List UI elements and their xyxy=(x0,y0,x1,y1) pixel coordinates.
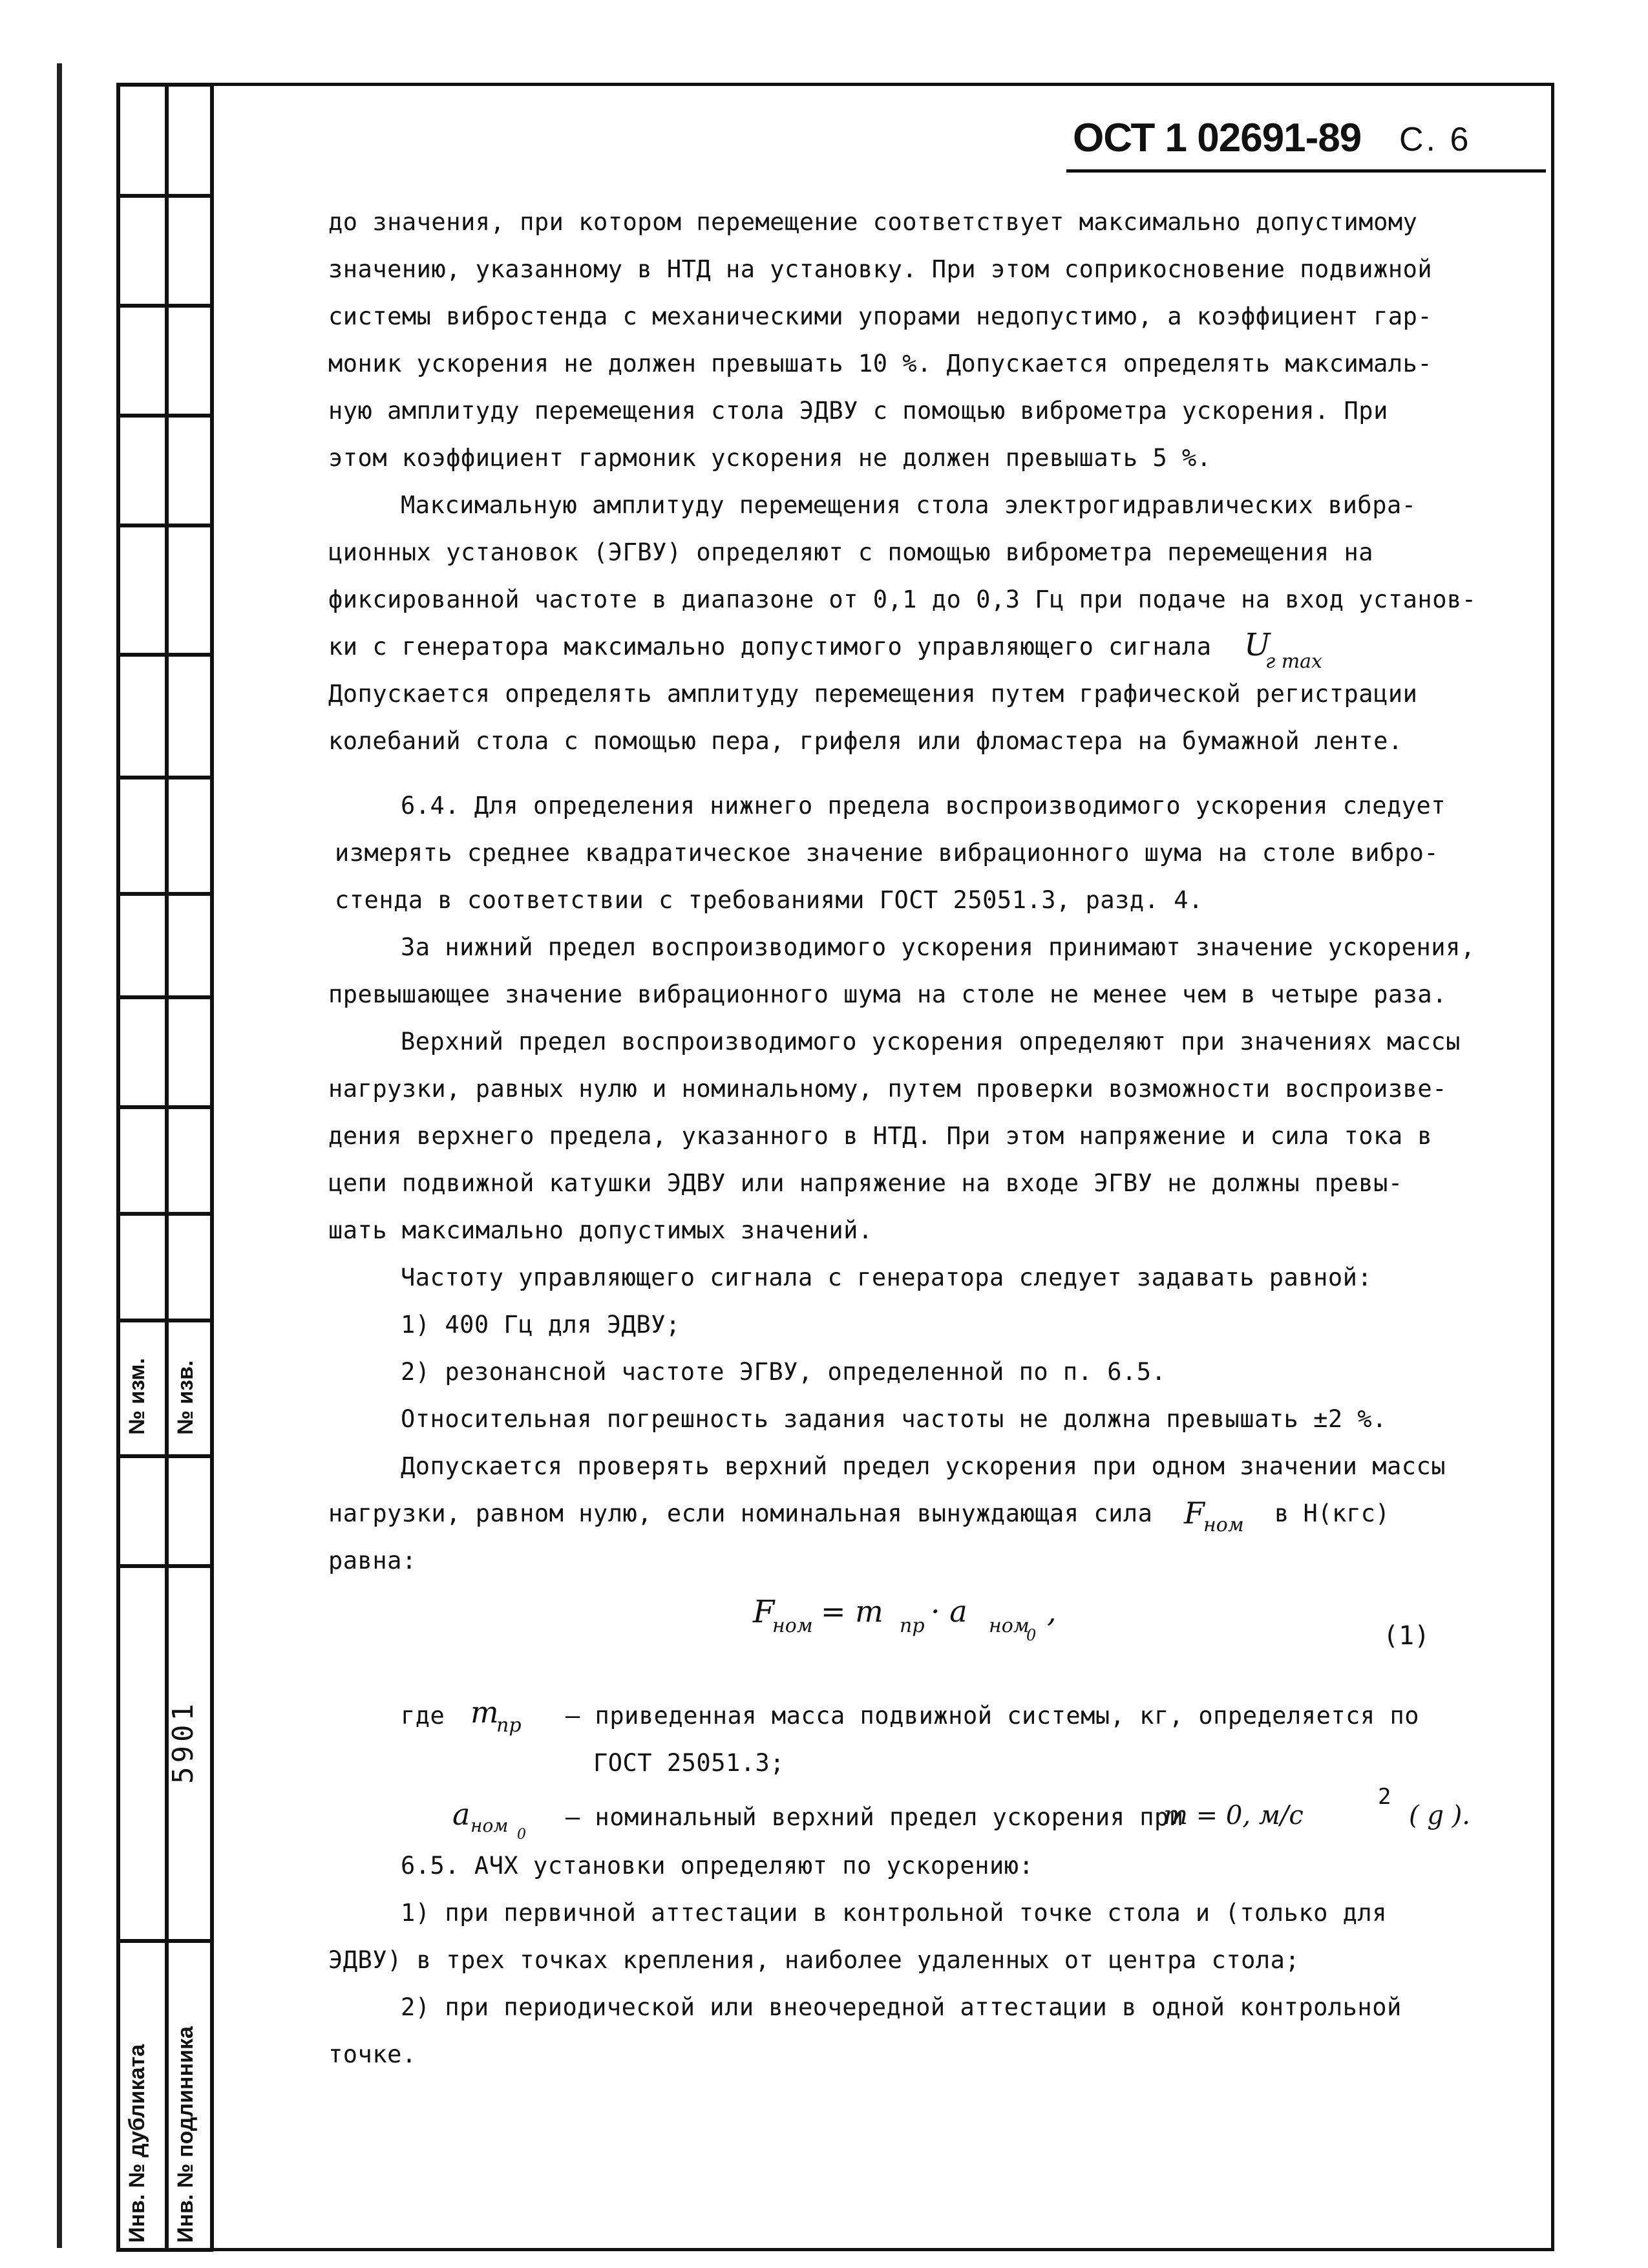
accel-symbol-subscript-zero: 0 xyxy=(517,1827,526,1843)
text-line: этом коэффициент гармоник ускорения не должен превышать 5 %. xyxy=(328,444,1212,472)
formula-m-subscript: пр xyxy=(900,1615,925,1637)
g-unit: ( g ). xyxy=(1409,1801,1470,1830)
mass-symbol-subscript: пр xyxy=(496,1714,522,1737)
text-line: равна: xyxy=(328,1547,417,1574)
stamp-row xyxy=(116,995,213,999)
mass-symbol-m: m xyxy=(470,1695,499,1730)
page-edge-line xyxy=(57,63,62,2248)
text-line: колебаний стола с помощью пера, грифеля или фломастера на бумажной ленте. xyxy=(328,727,1403,755)
stamp-row xyxy=(116,1105,213,1109)
text-line: ГОСТ 25051.3; xyxy=(593,1749,785,1777)
text-line: значению, указанному в НТД на установку. При этом соприкосновение подвижной xyxy=(328,255,1433,283)
stamp-col-line-1 xyxy=(116,83,120,2251)
stamp-top-line xyxy=(116,83,213,87)
notice-number-label: № изв. xyxy=(173,1360,198,1435)
stamp-col-line-3 xyxy=(210,83,214,2251)
stamp-row xyxy=(116,304,213,308)
stamp-row xyxy=(116,653,213,657)
stamp-row xyxy=(116,1319,213,1322)
stamp-col-line-2 xyxy=(165,83,169,2251)
stamp-row xyxy=(116,776,213,779)
duplicate-inventory-label: Инв. № дубликата xyxy=(125,2044,149,2243)
m-equals-zero: m = 0, м/с xyxy=(1163,1801,1304,1830)
text-line: Максимальную амплитуду перемещения стола электрогидравлических вибра- xyxy=(401,491,1417,519)
text-line: Допускается определять амплитуду перемещения путем графической регистрации xyxy=(328,680,1418,708)
text-line: превышающее значение вибрационного шума на столе не менее чем в четыре раза. xyxy=(328,980,1447,1008)
text-line: моник ускорения не должен превышать 10 %. Допускается определять максималь- xyxy=(328,350,1433,377)
text-line: цепи подвижной катушки ЭДВУ или напряжение на входе ЭГВУ не должны превы- xyxy=(328,1169,1403,1197)
formula-equals-m: = m xyxy=(821,1594,883,1629)
text-line: 6.4. Для определения нижнего предела воспроизводимого ускорения следует xyxy=(401,792,1446,820)
text-line: Относительная погрешность задания частоты не должна превышать ±2 %. xyxy=(401,1405,1387,1433)
signal-symbol-u-subscript: г max xyxy=(1265,650,1322,673)
stamp-row xyxy=(116,2248,213,2252)
stamp-row xyxy=(116,524,213,527)
stamp-row xyxy=(116,892,213,896)
text-line: 2) при периодической или внеочередной аттестации в одной контрольной xyxy=(401,1993,1402,2021)
stamp-row xyxy=(116,1564,213,1568)
text-line: Частоту управляющего сигнала с генератора следует задавать равной: xyxy=(401,1264,1373,1291)
unit-superscript: 2 xyxy=(1378,1784,1391,1810)
formula-a-subscript-zero: 0 xyxy=(1026,1626,1037,1644)
text-line: фиксированной частоте в диапазоне от 0,1 до 0,3 Гц при подаче на вход установ- xyxy=(328,586,1477,613)
stamp-row xyxy=(116,194,213,198)
formula-dot-a: · a xyxy=(931,1594,967,1629)
text-line: ки с генератора максимально допустимого управляющего сигнала xyxy=(328,633,1212,661)
force-symbol-subscript: ном xyxy=(1203,1514,1244,1536)
text-line: 1) 400 Гц для ЭДВУ; xyxy=(401,1311,681,1339)
text-line: 1) при первичной аттестации в контрольной точке стола и (только для xyxy=(401,1899,1387,1927)
text-line: до значения, при котором перемещение соответствует максимально допустимому xyxy=(328,208,1418,236)
text-line: – приведенная масса подвижной системы, кг, определяется по xyxy=(565,1702,1420,1730)
formula-f: F xyxy=(753,1594,775,1630)
signal-symbol-u: U xyxy=(1244,627,1271,663)
text-line: Верхний предел воспроизводимого ускорения определяют при значениях массы xyxy=(401,1028,1461,1055)
force-units: в Н(кгс) xyxy=(1274,1500,1390,1527)
text-line: дения верхнего предела, указанного в НТД. При этом напряжение и сила тока в xyxy=(328,1122,1433,1150)
change-number-label: № изм. xyxy=(125,1358,149,1435)
formula-f-subscript: ном xyxy=(772,1615,813,1637)
text-line: ную амплитуду перемещения стола ЭДВУ с помощью виброметра ускорения. При xyxy=(328,397,1388,425)
document-id: ОСТ 1 02691-89 xyxy=(1073,116,1362,160)
text-line: ционных установок (ЭГВУ) определяют с помощью виброметра перемещения на xyxy=(328,538,1374,566)
text-line: измерять среднее квадратическое значение вибрационного шума на столе вибро- xyxy=(335,839,1439,867)
text-line: Допускается проверять верхний предел ускорения при одном значении массы xyxy=(401,1452,1446,1480)
text-line: 6.5. АЧХ установки определяют по ускорению: xyxy=(401,1852,1034,1880)
text-line: шать максимально допустимых значений. xyxy=(328,1216,873,1244)
header-rule xyxy=(1066,169,1546,173)
text-line: нагрузки, равных нулю и номинальному, путем проверки возможности воспроизве- xyxy=(328,1075,1447,1103)
text-line: – номинальный верхний предел ускорения при xyxy=(565,1803,1184,1831)
stamp-row xyxy=(116,1212,213,1216)
accel-symbol-subscript: ном xyxy=(470,1815,509,1836)
text-line: нагрузки, равном нулю, если номинальная вынуждающая сила xyxy=(328,1500,1153,1527)
text-line: 2) резонансной частоте ЭГВУ, определенной по п. 6.5. xyxy=(401,1358,1167,1386)
force-symbol-f: F xyxy=(1184,1496,1205,1531)
formula-a-subscript: ном xyxy=(989,1615,1030,1637)
formula-comma: , xyxy=(1047,1594,1057,1629)
text-line: ЭДВУ) в трех точках крепления, наиболее удаленных от центра стола; xyxy=(328,1946,1300,1974)
text-line: За нижний предел воспроизводимого ускорения принимают значение ускорения, xyxy=(401,933,1475,961)
text-line: системы вибростенда с механическими упорами недопустимо, а коэффициент гар- xyxy=(328,302,1433,330)
stamp-row xyxy=(116,414,213,418)
equation-number: (1) xyxy=(1383,1621,1430,1651)
stamp-row xyxy=(116,1454,213,1458)
inventory-number-value: 5901 xyxy=(167,1700,200,1784)
text-line: стенда в соответствии с требованиями ГОСТ 25051.3, разд. 4. xyxy=(335,886,1203,914)
text-line: где xyxy=(401,1702,445,1730)
page-number: С. 6 xyxy=(1399,121,1472,158)
accel-symbol-a: a xyxy=(452,1797,470,1832)
text-line: точке. xyxy=(328,2040,417,2068)
original-inventory-label: Инв. № подлинника xyxy=(173,2026,198,2243)
stamp-row xyxy=(116,1939,213,1943)
